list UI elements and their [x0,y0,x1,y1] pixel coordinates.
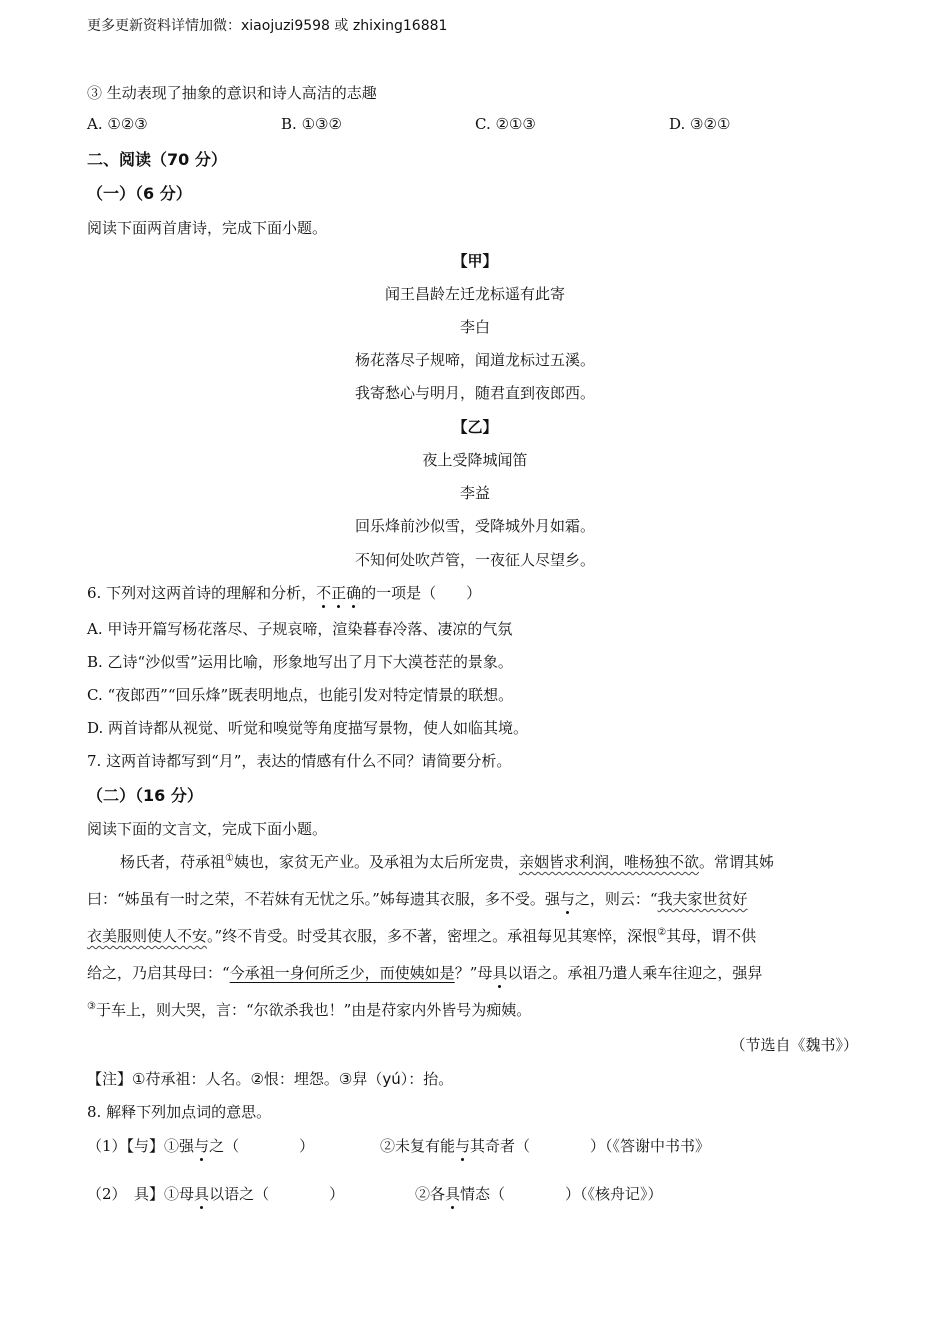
passage-notes: 【注】①苻承祖：人名。②恨：埋怨。③舁（yú）：抬。 [87,1070,454,1088]
q6-option-c: C. “夜郎西”“回乐烽”既表明地点，也能引发对特定情景的联想。 [87,686,514,704]
passage-line-2: 曰：“姊虽有一时之荣，不若妹有无忧之乐。”姊每遗其衣服，多不受。强与之，则云：“我夫家世贫好 [87,890,748,908]
emphasis-char: 与 [194,1137,210,1155]
q8-row-2b: ②各具情态（ ）（《核舟记》） [415,1185,663,1203]
emphasis-char: 具 [445,1185,461,1203]
part2-instruction: 阅读下面的文言文，完成下面小题。 [87,820,328,838]
q7-stem: 7. 这两首诗都写到“月”，表达的情感有什么不同？请简要分析。 [87,752,512,770]
poem-a-author: 李白 [459,318,490,336]
passage-line-5: ③于车上，则大哭，言：“尔欲杀我也！”由是苻家内外皆号为痴姨。 [87,1001,532,1019]
section-title: 二、阅读（70 分） [87,150,227,169]
q8-stem: 8. 解释下列加点词的意思。 [87,1103,272,1121]
underlined-phrase: 我夫家世贫好 [657,890,748,908]
emphasis-char: 具 [194,1185,210,1203]
q8-row-1: （1）【与】①强与之（ ） [87,1137,315,1155]
poem-a-title: 闻王昌龄左迁龙标遥有此寄 [384,285,565,303]
passage-source: （节选自《魏书》） [730,1036,858,1054]
emphasis-char: 与 [559,890,575,908]
q5-item3: ③ 生动表现了抽象的意识和诗人高洁的志趣 [87,84,377,102]
q8-row-2: （2） 具】①母具以语之（ ） [87,1185,345,1203]
passage-line-4: 给之，乃启其母曰：“今承祖一身何所乏少，而使姨如是？”母具以语之。承祖乃遣人乘车往迎之，强舁 [87,964,763,982]
passage-line-1: 杨氏者，苻承祖①姨也，家贫无产业。及承祖为太后所宠贵，亲姻皆求利润，唯杨独不欲。常谓其姊 [120,853,775,871]
q5-option-c: C. ②①③ [475,115,536,133]
q6-option-a: A. 甲诗开篇写杨花落尽、子规哀啼，渲染暮春冷落、凄凉的气氛 [87,620,513,638]
q6-option-b: B. 乙诗“沙似雪”运用比喻，形象地写出了月下大漠苍茫的景象。 [87,653,513,671]
header-note: 更多更新资料详情加微：xiaojuzi9598 或 zhixing16881 [87,18,448,34]
poem-a-line-1: 杨花落尽子规啼，闻道龙标过五溪。 [354,351,595,369]
part1-instruction: 阅读下面两首唐诗，完成下面小题。 [87,219,328,237]
q6-stem: 6. 下列对这两首诗的理解和分析，不正确的一项是（ ） [87,584,482,602]
emphasis-char: 具 [492,964,508,982]
underlined-phrase: 今承祖一身何所乏少，而使姨如是 [229,964,455,982]
q8-row-1b: ②未复有能与其奇者（ ）（《答谢中书书》 [380,1137,711,1155]
part2-title: （二）（16 分） [87,786,203,805]
emphasis-char: 确 [346,584,362,602]
poem-a-tag: 【甲】 [452,252,498,270]
poem-b-line-2: 不知何处吹芦管，一夜征人尽望乡。 [354,551,595,569]
emphasis-char: 正 [331,584,347,602]
q5-option-a: A. ①②③ [87,115,148,133]
poem-b-title: 夜上受降城闻笛 [422,451,528,469]
poem-b-author: 李益 [459,484,490,502]
emphasis-char: 不 [316,584,332,602]
underlined-phrase: 衣美服则使人不安 [87,927,208,945]
passage-line-3: 衣美服则使人不安。”终不肯受。时受其衣服，多不著，密埋之。承祖每见其寒悴，深恨②其母，谓不供 [87,927,757,945]
q5-option-d: D. ③②① [669,115,731,133]
q6-option-d: D. 两首诗都从视觉、听觉和嗅觉等角度描写景物，使人如临其境。 [87,719,529,737]
poem-b-line-1: 回乐烽前沙似雪，受降城外月如霜。 [354,517,595,535]
underlined-phrase: 亲姻皆求利润，唯杨独不欲 [519,853,700,871]
part1-title: （一）（6 分） [87,184,192,203]
poem-b-tag: 【乙】 [452,418,498,436]
q5-option-b: B. ①③② [281,115,342,133]
poem-a-line-2: 我寄愁心与明月，随君直到夜郎西。 [354,384,595,402]
emphasis-char: 与 [455,1137,471,1155]
